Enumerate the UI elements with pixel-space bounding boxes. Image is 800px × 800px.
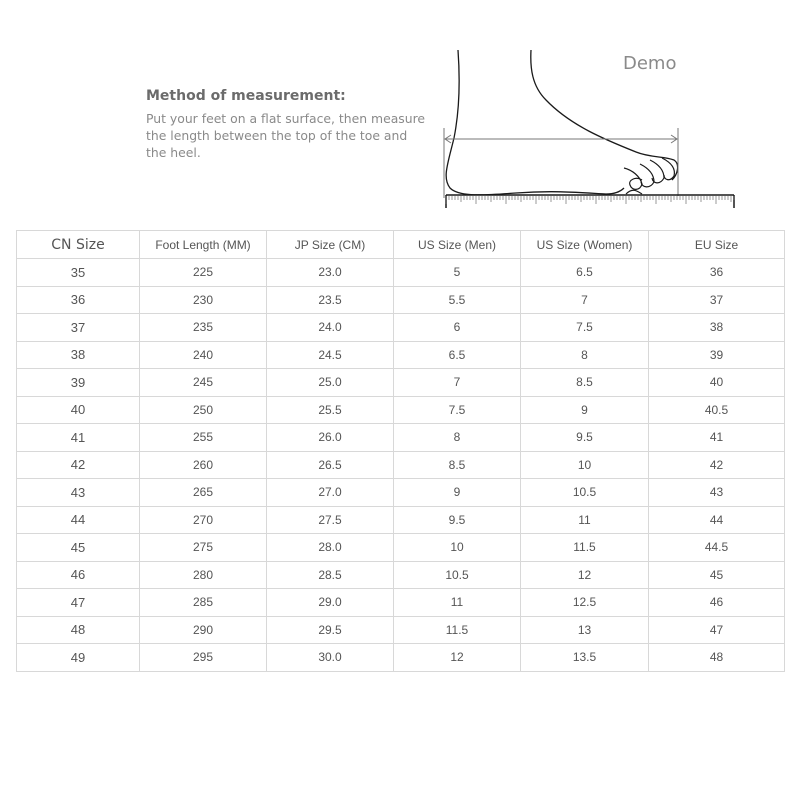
cell-us-women: 9 [521, 396, 649, 424]
cell-eu-size: 44 [649, 506, 785, 534]
cell-eu-size: 42 [649, 451, 785, 479]
table-row [17, 589, 785, 617]
table-row [17, 506, 785, 534]
cell-foot-length: 235 [140, 314, 267, 342]
cell-jp-size: 24.0 [267, 314, 394, 342]
header-eu-size: EU Size [649, 231, 785, 259]
table-header-row [17, 231, 785, 259]
cell-eu-size: 45 [649, 561, 785, 589]
table-row [17, 396, 785, 424]
cell-jp-size: 27.0 [267, 479, 394, 507]
cell-eu-size: 40.5 [649, 396, 785, 424]
table-row [17, 341, 785, 369]
cell-us-women: 13 [521, 616, 649, 644]
cell-jp-size: 27.5 [267, 506, 394, 534]
table-row [17, 644, 785, 672]
cell-foot-length: 250 [140, 396, 267, 424]
cell-foot-length: 255 [140, 424, 267, 452]
header-foot-length: Foot Length (MM) [140, 231, 267, 259]
cell-foot-length: 230 [140, 286, 267, 314]
cell-jp-size: 24.5 [267, 341, 394, 369]
measurement-instructions [146, 88, 426, 161]
cell-cn-size: 48 [17, 616, 140, 644]
cell-jp-size: 23.5 [267, 286, 394, 314]
header-cn-size: CN Size [17, 231, 140, 259]
cell-cn-size: 37 [17, 314, 140, 342]
cell-eu-size: 44.5 [649, 534, 785, 562]
cell-eu-size: 43 [649, 479, 785, 507]
cell-cn-size: 46 [17, 561, 140, 589]
cell-cn-size: 40 [17, 396, 140, 424]
cell-eu-size: 47 [649, 616, 785, 644]
cell-us-women: 12 [521, 561, 649, 589]
cell-us-women: 11 [521, 506, 649, 534]
foot-outline-heel [446, 50, 624, 195]
cell-cn-size: 35 [17, 259, 140, 287]
cell-foot-length: 265 [140, 479, 267, 507]
cell-us-men: 9 [394, 479, 521, 507]
cell-cn-size: 49 [17, 644, 140, 672]
cell-us-men: 7.5 [394, 396, 521, 424]
cell-jp-size: 29.0 [267, 589, 394, 617]
cell-eu-size: 40 [649, 369, 785, 397]
cell-cn-size: 38 [17, 341, 140, 369]
cell-us-women: 8 [521, 341, 649, 369]
cell-cn-size: 36 [17, 286, 140, 314]
table-row [17, 479, 785, 507]
toes [624, 158, 674, 194]
cell-foot-length: 285 [140, 589, 267, 617]
cell-foot-length: 295 [140, 644, 267, 672]
cell-us-men: 10.5 [394, 561, 521, 589]
cell-foot-length: 260 [140, 451, 267, 479]
header-us-women: US Size (Women) [521, 231, 649, 259]
demo-label: Demo [623, 53, 677, 74]
cell-cn-size: 41 [17, 424, 140, 452]
cell-us-men: 11 [394, 589, 521, 617]
cell-eu-size: 48 [649, 644, 785, 672]
cell-cn-size: 47 [17, 589, 140, 617]
table-row [17, 534, 785, 562]
cell-us-men: 9.5 [394, 506, 521, 534]
ruler [446, 195, 734, 208]
cell-eu-size: 46 [649, 589, 785, 617]
cell-us-women: 7.5 [521, 314, 649, 342]
cell-us-women: 13.5 [521, 644, 649, 672]
cell-us-men: 5 [394, 259, 521, 287]
table-row [17, 369, 785, 397]
cell-jp-size: 26.0 [267, 424, 394, 452]
cell-us-women: 10.5 [521, 479, 649, 507]
cell-us-women: 7 [521, 286, 649, 314]
cell-foot-length: 275 [140, 534, 267, 562]
cell-jp-size: 30.0 [267, 644, 394, 672]
table-row [17, 286, 785, 314]
cell-foot-length: 280 [140, 561, 267, 589]
cell-cn-size: 43 [17, 479, 140, 507]
cell-cn-size: 45 [17, 534, 140, 562]
cell-eu-size: 41 [649, 424, 785, 452]
cell-us-women: 6.5 [521, 259, 649, 287]
cell-eu-size: 36 [649, 259, 785, 287]
cell-eu-size: 37 [649, 286, 785, 314]
table-row [17, 259, 785, 287]
cell-foot-length: 240 [140, 341, 267, 369]
cell-foot-length: 225 [140, 259, 267, 287]
cell-foot-length: 270 [140, 506, 267, 534]
cell-cn-size: 44 [17, 506, 140, 534]
cell-cn-size: 39 [17, 369, 140, 397]
cell-us-women: 11.5 [521, 534, 649, 562]
cell-us-men: 5.5 [394, 286, 521, 314]
cell-us-women: 9.5 [521, 424, 649, 452]
cell-foot-length: 290 [140, 616, 267, 644]
cell-us-women: 12.5 [521, 589, 649, 617]
size-chart-table [16, 230, 785, 672]
table-row [17, 314, 785, 342]
cell-jp-size: 25.5 [267, 396, 394, 424]
table-row [17, 616, 785, 644]
header-jp-size: JP Size (CM) [267, 231, 394, 259]
cell-us-men: 8.5 [394, 451, 521, 479]
method-body: Put your feet on a flat surface, then measure the length between the top of the toe and the heel. [146, 111, 426, 160]
table-row [17, 451, 785, 479]
cell-us-women: 8.5 [521, 369, 649, 397]
cell-us-men: 6 [394, 314, 521, 342]
method-title: Method of measurement: [146, 88, 346, 104]
cell-jp-size: 28.5 [267, 561, 394, 589]
table-row [17, 424, 785, 452]
cell-us-women: 10 [521, 451, 649, 479]
cell-jp-size: 29.5 [267, 616, 394, 644]
cell-jp-size: 23.0 [267, 259, 394, 287]
table-row [17, 561, 785, 589]
cell-us-men: 8 [394, 424, 521, 452]
cell-cn-size: 42 [17, 451, 140, 479]
cell-jp-size: 28.0 [267, 534, 394, 562]
header-us-men: US Size (Men) [394, 231, 521, 259]
cell-eu-size: 38 [649, 314, 785, 342]
cell-foot-length: 245 [140, 369, 267, 397]
cell-us-men: 12 [394, 644, 521, 672]
foot-measurement-illustration [436, 48, 740, 210]
cell-us-men: 10 [394, 534, 521, 562]
cell-jp-size: 26.5 [267, 451, 394, 479]
cell-us-men: 6.5 [394, 341, 521, 369]
cell-jp-size: 25.0 [267, 369, 394, 397]
cell-us-men: 7 [394, 369, 521, 397]
cell-eu-size: 39 [649, 341, 785, 369]
cell-us-men: 11.5 [394, 616, 521, 644]
